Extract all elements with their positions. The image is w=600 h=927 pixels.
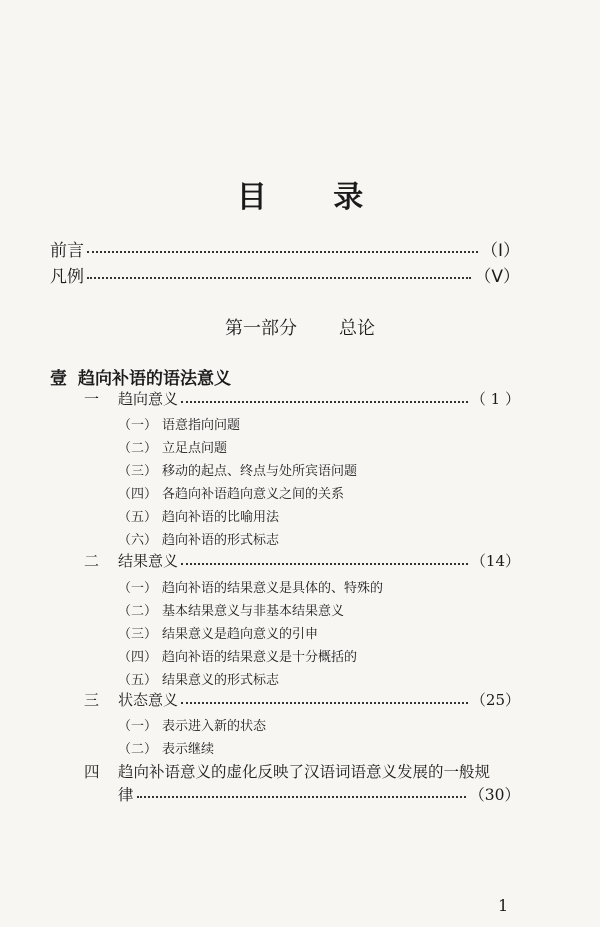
subentry-title: 表示进入新的状态 — [162, 719, 267, 734]
chapter-number: 一 — [84, 390, 100, 408]
toc-subentry[interactable] — [118, 460, 357, 479]
chapter-title: 趋向意义 — [118, 390, 179, 408]
toc-chapter-3[interactable] — [84, 689, 520, 710]
chapter-number: 三 — [84, 691, 100, 709]
entry-label: 前言 — [50, 241, 84, 261]
section-number: 壹 — [50, 369, 67, 389]
dot-leader — [137, 796, 467, 798]
dot-leader — [181, 401, 468, 403]
chapter-page: （25） — [470, 691, 520, 709]
toc-subentry[interactable] — [118, 623, 318, 642]
subentry-number: （三） — [118, 627, 158, 642]
toc-subentry[interactable] — [118, 646, 357, 665]
chapter-page: （ 1 ） — [470, 390, 520, 408]
subentry-number: （二） — [118, 441, 158, 456]
chapter-page: （14） — [470, 552, 520, 570]
subentry-number: （四） — [118, 650, 158, 665]
subentry-number: （三） — [118, 464, 158, 479]
subentry-number: （二） — [118, 604, 158, 619]
toc-subentry[interactable] — [118, 577, 383, 596]
entry-label: 凡例 — [50, 267, 84, 287]
subentry-title: 移动的起点、终点与处所宾语问题 — [162, 464, 358, 479]
chapter-page: （30） — [469, 786, 520, 804]
toc-subentry[interactable] — [118, 437, 227, 456]
section-heading — [50, 364, 231, 389]
subentry-title: 趋向补语的结果意义是具体的、特殊的 — [162, 581, 384, 596]
subentry-title: 立足点问题 — [162, 441, 228, 456]
chapter-title: 状态意义 — [118, 691, 179, 709]
part-number: 第一部分 — [225, 318, 297, 339]
subentry-title: 各趋向补语趋向意义之间的关系 — [162, 487, 345, 502]
toc-subentry[interactable] — [118, 715, 266, 734]
dot-leader — [181, 702, 468, 704]
chapter-number: 二 — [84, 552, 100, 570]
subentry-number: （一） — [118, 719, 158, 734]
entry-page: （Ⅴ） — [474, 267, 520, 287]
subentry-title: 趋向补语的比喻用法 — [162, 510, 280, 525]
subentry-title: 基本结果意义与非基本结果意义 — [162, 604, 345, 619]
subentry-title: 语意指向问题 — [162, 418, 241, 433]
page-title: 目 录 — [236, 180, 392, 215]
page-number: 1 — [498, 896, 509, 915]
subentry-number: （六） — [118, 533, 158, 548]
section-title: 趋向补语的语法意义 — [78, 369, 231, 389]
subentry-number: （一） — [118, 581, 158, 596]
chapter-title: 结果意义 — [118, 552, 179, 570]
toc-chapter-1[interactable] — [84, 388, 520, 409]
subentry-title: 结果意义是趋向意义的引申 — [162, 627, 319, 642]
chapter-title: 趋向补语意义的虚化反映了汉语词语意义发展的一般规 — [118, 763, 491, 781]
toc-subentry[interactable] — [118, 738, 214, 757]
part-name: 总论 — [339, 318, 375, 339]
subentry-title: 表示继续 — [162, 742, 215, 757]
toc-subentry[interactable] — [118, 529, 279, 548]
toc-subentry[interactable] — [118, 483, 344, 502]
toc-chapter-4[interactable] — [84, 760, 520, 782]
dot-leader — [181, 563, 468, 565]
toc-entry-preface[interactable] — [50, 236, 520, 261]
dot-leader — [87, 277, 471, 279]
entry-page: （Ⅰ） — [480, 241, 520, 261]
toc-subentry[interactable] — [118, 600, 344, 619]
dot-leader — [87, 251, 478, 253]
subentry-number: （一） — [118, 418, 158, 433]
subentry-number: （五） — [118, 673, 158, 688]
subentry-title: 结果意义的形式标志 — [162, 673, 280, 688]
subentry-number: （二） — [118, 742, 158, 757]
toc-subentry[interactable] — [118, 414, 240, 433]
toc-chapter-2[interactable] — [84, 550, 520, 571]
toc-entry-conventions[interactable] — [50, 262, 520, 287]
subentry-title: 趋向补语的形式标志 — [162, 533, 280, 548]
toc-chapter-4-continued[interactable] — [118, 783, 520, 805]
subentry-number: （五） — [118, 510, 158, 525]
subentry-number: （四） — [118, 487, 158, 502]
part-heading — [0, 314, 600, 340]
chapter-number: 四 — [84, 763, 100, 781]
toc-subentry[interactable] — [118, 506, 279, 525]
subentry-title: 趋向补语的结果意义是十分概括的 — [162, 650, 358, 665]
chapter-title-continued: 律 — [118, 786, 134, 804]
toc-subentry[interactable] — [118, 669, 279, 688]
